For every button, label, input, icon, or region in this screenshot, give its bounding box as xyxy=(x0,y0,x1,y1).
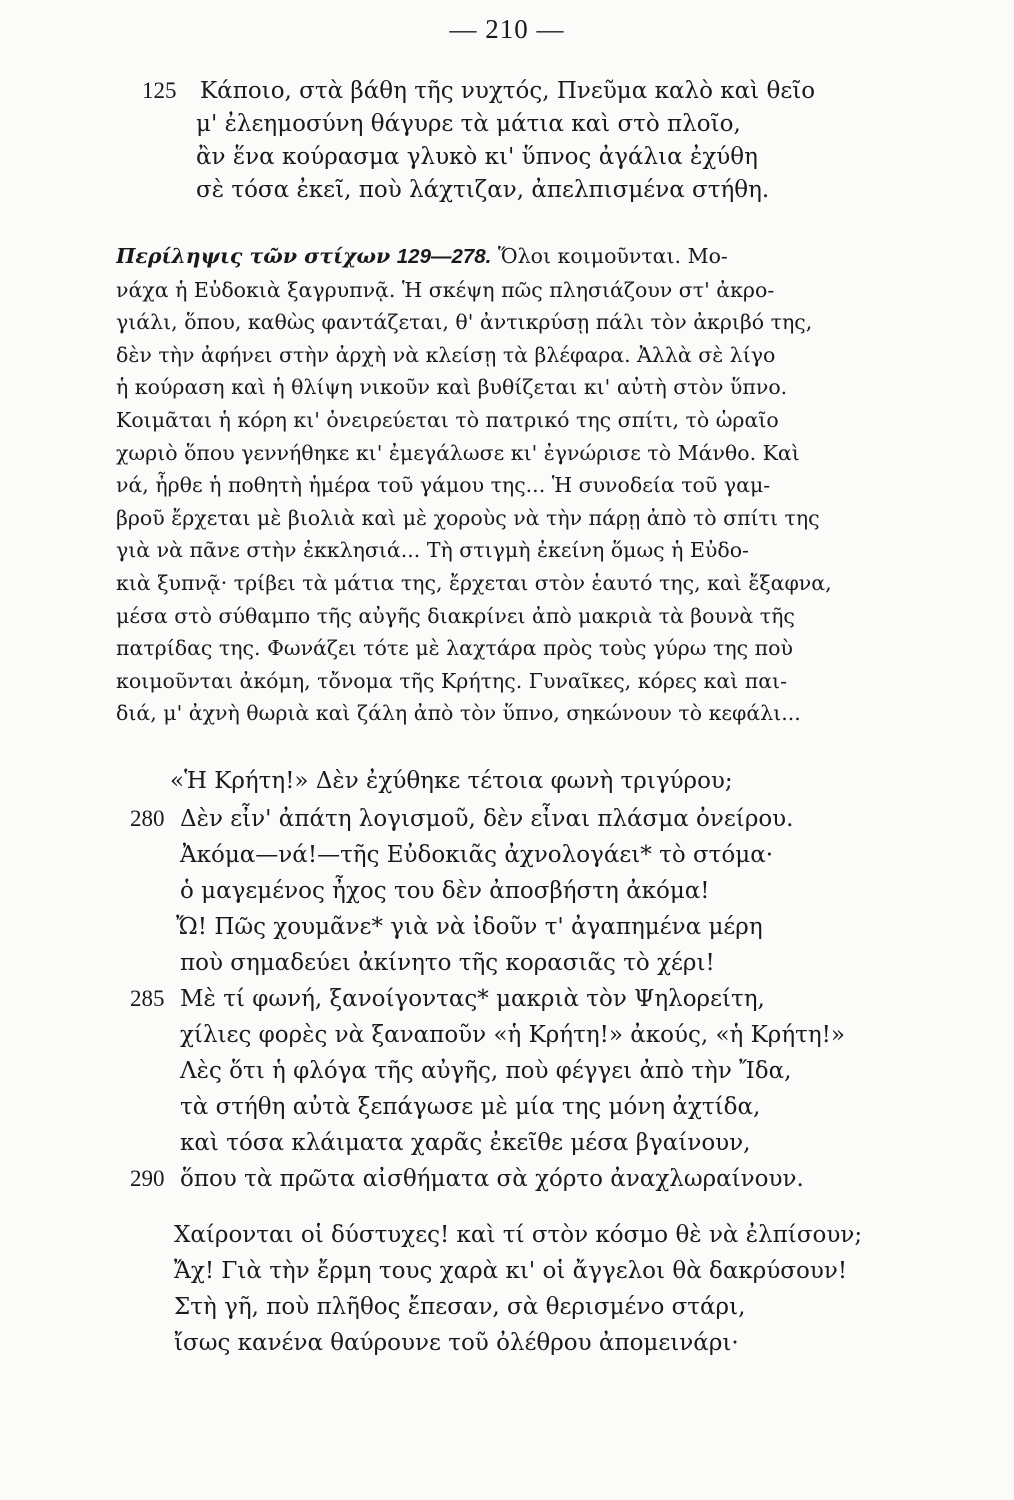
summary-line: μέσα στὸ σύθαμπο τῆς αὐγῆς διακρίνει ἀπὸ μακριὰ τὰ βουνὰ τῆς xyxy=(116,603,795,628)
verse-line: Λὲς ὅτι ἡ φλόγα τῆς αὐγῆς, ποὺ φέγγει ἀπὸ τὴν Ἴδα, xyxy=(180,1058,792,1084)
verse-line: Χαίρονται οἱ δύστυχες! καὶ τί στὸν κόσμο θὲ νὰ ἐλπίσουν; xyxy=(174,1222,863,1248)
verse-line: Δὲν εἶν' ἀπάτη λογισμοῦ, δὲν εἶναι πλάσμα ὀνείρου. xyxy=(180,806,794,832)
summary-line: γιάλι, ὅπου, καθὼς φαντάζεται, θ' ἀντικρύσῃ πάλι τὸν ἀκριβό της, xyxy=(116,310,813,335)
summary-line: Κοιμᾶται ἡ κόρη κι' ὀνειρεύεται τὸ πατρικό της σπίτι, τὸ ὡραῖο xyxy=(116,407,779,432)
verse-line: ποὺ σημαδεύει ἀκίνητο τῆς κορασιᾶς τὸ χέρι! xyxy=(180,950,715,976)
summary-line: νά, ἦρθε ἡ ποθητὴ ἡμέρα τοῦ γάμου της... Ἡ συνοδεία τοῦ γαμ- xyxy=(116,473,771,498)
verse-line: «Ἡ Κρήτη!» Δὲν ἐχύθηκε τέτοια φωνὴ τριγύρου; xyxy=(170,768,733,794)
verse-line: ὁ μαγεμένος ἦχος του δὲν ἀποσβήστη ἀκόμα! xyxy=(180,878,710,904)
summary-line: κοιμοῦνται ἀκόμη, τὄνομα τῆς Κρήτης. Γυναῖκες, κόρες καὶ παι- xyxy=(116,668,788,693)
verse-line: σὲ τόσα ἐκεῖ, ποὺ λάχτιζαν, ἀπελπισμένα στήθη. xyxy=(196,177,770,203)
verse-line: Κάποιο, στὰ βάθη τῆς νυχτός, Πνεῦμα καλὸ καὶ θεῖο xyxy=(200,78,816,104)
verse-line: Ἄχ! Γιὰ τὴν ἔρμη τους χαρὰ κι' οἱ ἄγγελοι θὰ δακρύσουν! xyxy=(174,1258,848,1284)
summary-heading: Περίληψις τῶν στίχων xyxy=(116,244,391,268)
summary-line: διά, μ' ἀχνὴ θωριὰ καὶ ζάλη ἀπὸ τὸν ὕπνο, σηκώνουν τὸ κεφάλι... xyxy=(116,701,801,726)
line-number-285: 285 xyxy=(130,986,165,1011)
summary-paragraph xyxy=(116,240,886,730)
verse-line: Ὤ! Πῶς χουμᾶνε* γιὰ νὰ ἰδοῦν τ' ἀγαπημένα μέρη xyxy=(176,914,763,940)
verse-line: Μὲ τί φωνή, ξανοίγοντας* μακριὰ τὸν Ψηλορείτη, xyxy=(180,986,765,1012)
verse-line: καὶ τόσα κλάιματα χαρᾶς ἐκεῖθε μέσα βγαίνουν, xyxy=(180,1130,751,1156)
summary-line: νάχα ἡ Εὐδοκιὰ ξαγρυπνᾷ. Ἡ σκέψη πῶς πλησιάζουν στ' ἀκρο- xyxy=(116,277,775,302)
verse-line: Ἀκόμα—νά!—τῆς Εὐδοκιᾶς ἀχνολογάει* τὸ στόμα· xyxy=(180,842,774,868)
summary-first-line xyxy=(116,240,886,274)
summary-line: πατρίδας της. Φωνάζει τότε μὲ λαχτάρα πρὸς τοὺς γύρω της ποὺ xyxy=(116,636,793,661)
summary-line: βροῦ ἔρχεται μὲ βιολιὰ καὶ μὲ χοροὺς νὰ τὴν πάρῃ ἀπὸ τὸ σπίτι της xyxy=(116,505,820,530)
verse-line: ὅπου τὰ πρῶτα αἰσθήματα σὰ χόρτο ἀναχλωραίνουν. xyxy=(180,1166,804,1192)
summary-line: χωριὸ ὅπου γεννήθηκε κι' ἐμεγάλωσε κι' ἐγνώρισε τὸ Μάνθο. Καὶ xyxy=(116,440,800,465)
verse-line: ἂν ἕνα κούρασμα γλυκὸ κι' ὕπνος ἀγάλια ἐχύθη xyxy=(196,144,758,170)
summary-range: 129—278. xyxy=(396,245,492,268)
verse-line: χίλιες φορὲς νὰ ξαναποῦν «ἡ Κρήτη!» ἀκούς, «ἡ Κρήτη!» xyxy=(180,1022,845,1048)
verse-line: τὰ στήθη αὐτὰ ξεπάγωσε μὲ μία της μόνη ἀχτίδα, xyxy=(180,1094,761,1120)
line-number-125: 125 xyxy=(142,78,177,103)
page-number: — 210 — xyxy=(449,14,565,44)
summary-line: ἡ κούραση καὶ ἡ θλίψη νικοῦν καὶ βυθίζεται κι' αὐτὴ στὸν ὕπνο. xyxy=(116,375,788,400)
verse-line: Στὴ γῆ, ποὺ πλῆθος ἔπεσαν, σὰ θερισμένο στάρι, xyxy=(174,1294,746,1320)
line-number-280: 280 xyxy=(130,806,165,831)
verse-line: ἴσως κανένα θαύρουνε τοῦ ὀλέθρου ἀπομεινάρι· xyxy=(174,1330,739,1356)
summary-line: δὲν τὴν ἀφήνει στὴν ἀρχὴ νὰ κλείσῃ τὰ βλέφαρα. Ἀλλὰ σὲ λίγο xyxy=(116,342,776,367)
summary-line: κιὰ ξυπνᾷ· τρίβει τὰ μάτια της, ἔρχεται στὸν ἑαυτό της, καὶ ἔξαφνα, xyxy=(116,570,832,595)
verse-line: μ' ἐλεημοσύνη θάγυρε τὰ μάτια καὶ στὸ πλοῖο, xyxy=(196,111,741,137)
summary-line: γιὰ νὰ πᾶνε στὴν ἐκκλησιά... Τὴ στιγμὴ ἐκείνη ὅμως ἡ Εὐδο- xyxy=(116,538,749,563)
summary-text: Ὅλοι κοιμοῦνται. Μο- xyxy=(497,244,728,268)
line-number-290: 290 xyxy=(130,1166,165,1191)
